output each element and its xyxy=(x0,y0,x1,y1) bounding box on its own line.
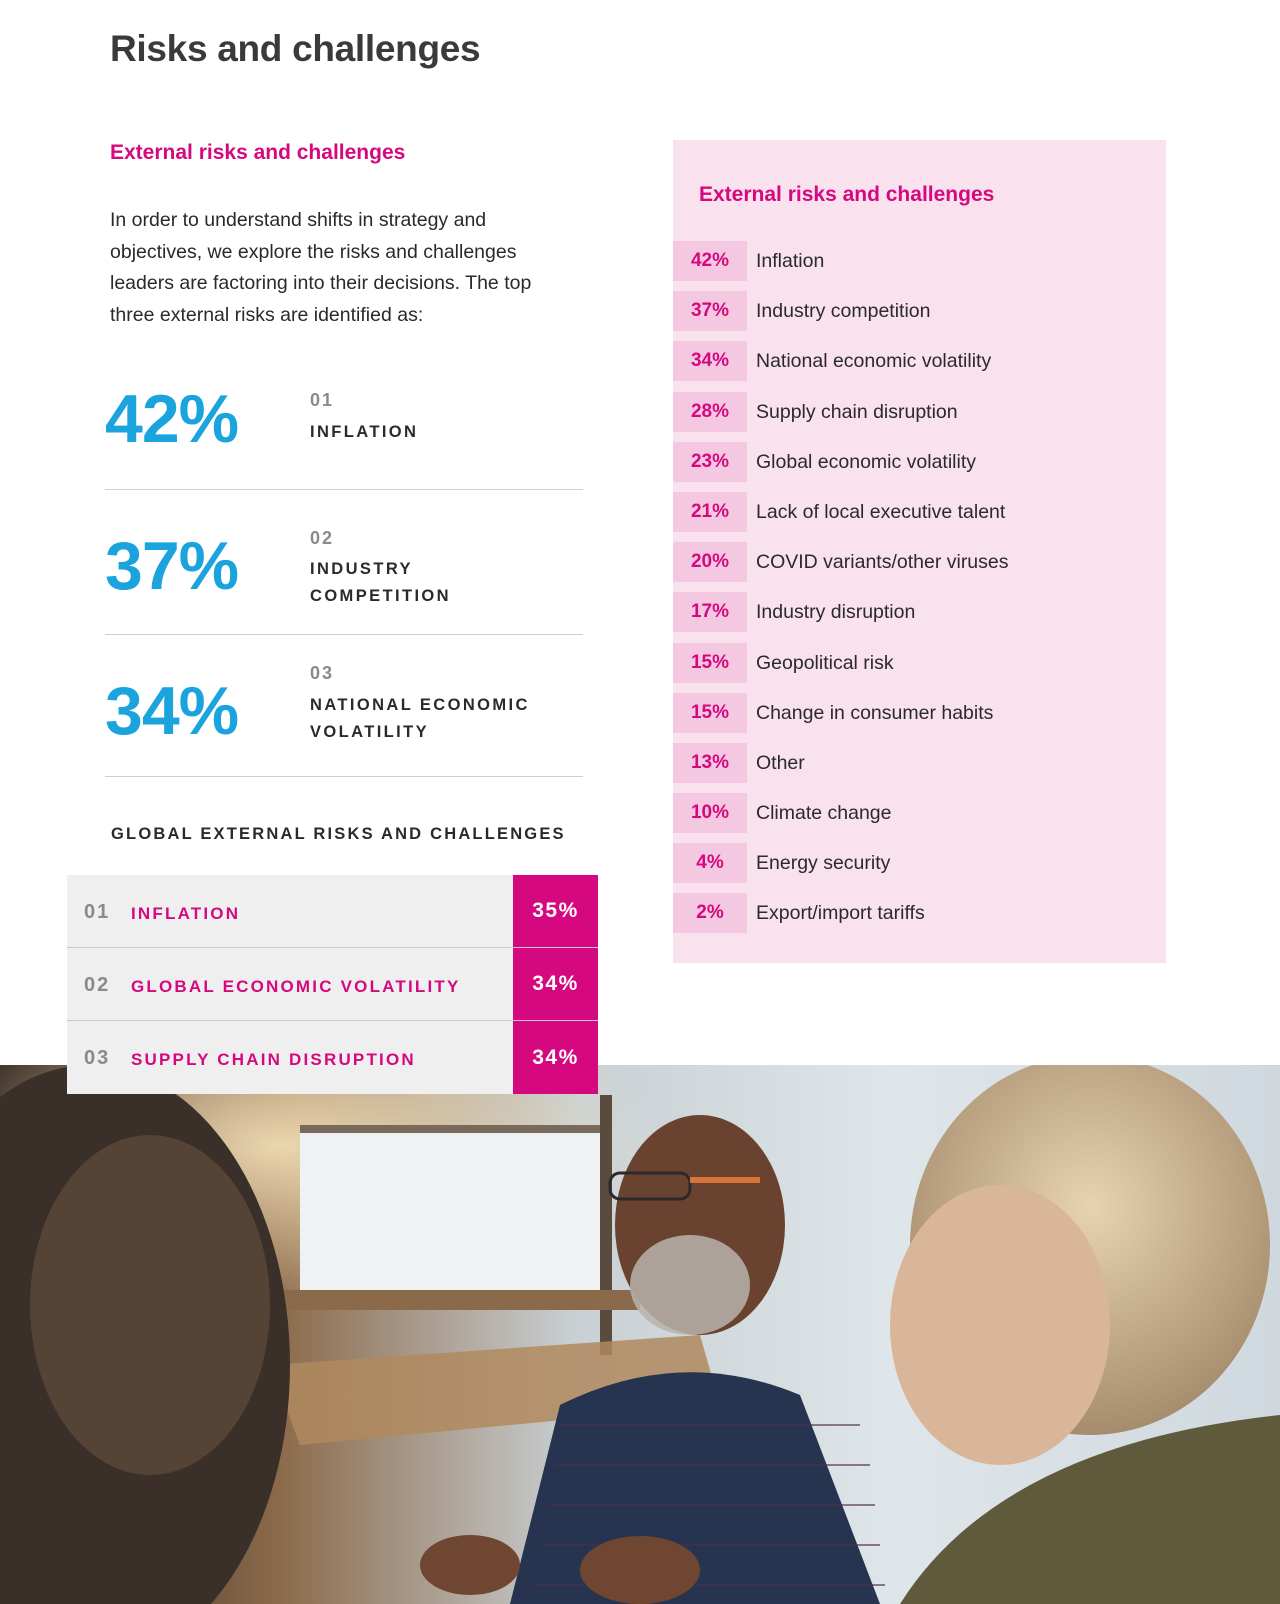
item-label: Industry disruption xyxy=(756,601,916,624)
top-risk-label: INDUSTRY COMPETITION xyxy=(310,560,451,605)
item-percent: 17% xyxy=(673,592,747,632)
global-risks-table xyxy=(67,875,598,1094)
top-risk-1 xyxy=(105,375,583,490)
list-item xyxy=(673,743,1166,793)
item-label: Global economic volatility xyxy=(756,450,977,473)
item-percent: 42% xyxy=(673,241,747,281)
row-label: INFLATION xyxy=(131,904,241,923)
item-percent: 21% xyxy=(673,492,747,532)
item-percent: 37% xyxy=(673,291,747,331)
list-item xyxy=(673,341,1166,391)
list-item xyxy=(673,492,1166,542)
item-percent: 2% xyxy=(673,893,747,933)
item-label: Other xyxy=(756,751,805,774)
item-percent: 10% xyxy=(673,793,747,833)
top-risk-number: 02 xyxy=(310,528,335,548)
list-item xyxy=(673,442,1166,492)
top-risk-label: NATIONAL ECONOMIC VOLATILITY xyxy=(310,696,530,741)
list-item xyxy=(673,643,1166,693)
intro-paragraph: In order to understand shifts in strategy and objectives, we explore the risks and challenges leaders are factoring into their decisions. The top three external risks are identified as: xyxy=(110,209,532,326)
top-risk-percent: 42% xyxy=(105,381,239,457)
item-label: Energy security xyxy=(756,852,891,875)
list-item xyxy=(673,542,1166,592)
table-row xyxy=(67,1021,598,1094)
list-item xyxy=(673,843,1166,893)
row-percent: 35% xyxy=(513,875,598,947)
top-risk-number: 01 xyxy=(310,390,335,410)
item-label: National economic volatility xyxy=(756,350,992,373)
list-item xyxy=(673,693,1166,743)
top-risk-3 xyxy=(105,635,583,777)
item-label: Climate change xyxy=(756,802,892,825)
row-number: 02 xyxy=(84,974,111,996)
row-number: 01 xyxy=(84,901,111,923)
item-percent: 15% xyxy=(673,693,747,733)
item-label: Industry competition xyxy=(756,300,931,323)
list-item xyxy=(673,793,1166,843)
meeting-photo xyxy=(0,1065,1280,1604)
item-percent: 28% xyxy=(673,392,747,432)
list-item xyxy=(673,291,1166,341)
item-percent: 34% xyxy=(673,341,747,381)
page-title: Risks and challenges xyxy=(110,28,481,69)
item-label: Supply chain disruption xyxy=(756,400,958,423)
table-row xyxy=(67,948,598,1021)
item-percent: 23% xyxy=(673,442,747,482)
item-label: Export/import tariffs xyxy=(756,902,925,925)
row-label: GLOBAL ECONOMIC VOLATILITY xyxy=(131,977,461,996)
top-risk-number: 03 xyxy=(310,663,335,683)
panel-list xyxy=(673,241,1166,944)
top-risk-percent: 37% xyxy=(105,528,239,604)
item-label: Change in consumer habits xyxy=(756,701,994,724)
item-label: Geopolitical risk xyxy=(756,651,894,674)
list-item xyxy=(673,392,1166,442)
row-percent: 34% xyxy=(513,1021,598,1094)
item-label: Inflation xyxy=(756,250,825,272)
item-label: Lack of local executive talent xyxy=(756,500,1006,523)
global-risks-heading: GLOBAL EXTERNAL RISKS AND CHALLENGES xyxy=(111,825,566,843)
item-percent: 4% xyxy=(673,843,747,883)
item-percent: 20% xyxy=(673,542,747,582)
item-percent: 13% xyxy=(673,743,747,783)
list-item xyxy=(673,592,1166,642)
list-item xyxy=(673,241,1166,291)
item-percent: 15% xyxy=(673,643,747,683)
top-risk-label: INFLATION xyxy=(310,423,419,441)
row-percent: 34% xyxy=(513,948,598,1020)
panel-title: External risks and challenges xyxy=(699,183,995,206)
section-heading: External risks and challenges xyxy=(110,141,406,164)
item-label: COVID variants/other viruses xyxy=(756,551,1009,574)
row-label: SUPPLY CHAIN DISRUPTION xyxy=(131,1050,416,1069)
list-item xyxy=(673,893,1166,943)
table-row xyxy=(67,875,598,948)
risks-panel xyxy=(673,140,1166,963)
top-risk-percent: 34% xyxy=(105,673,239,749)
row-number: 03 xyxy=(84,1047,111,1069)
top-risk-2 xyxy=(105,490,583,635)
